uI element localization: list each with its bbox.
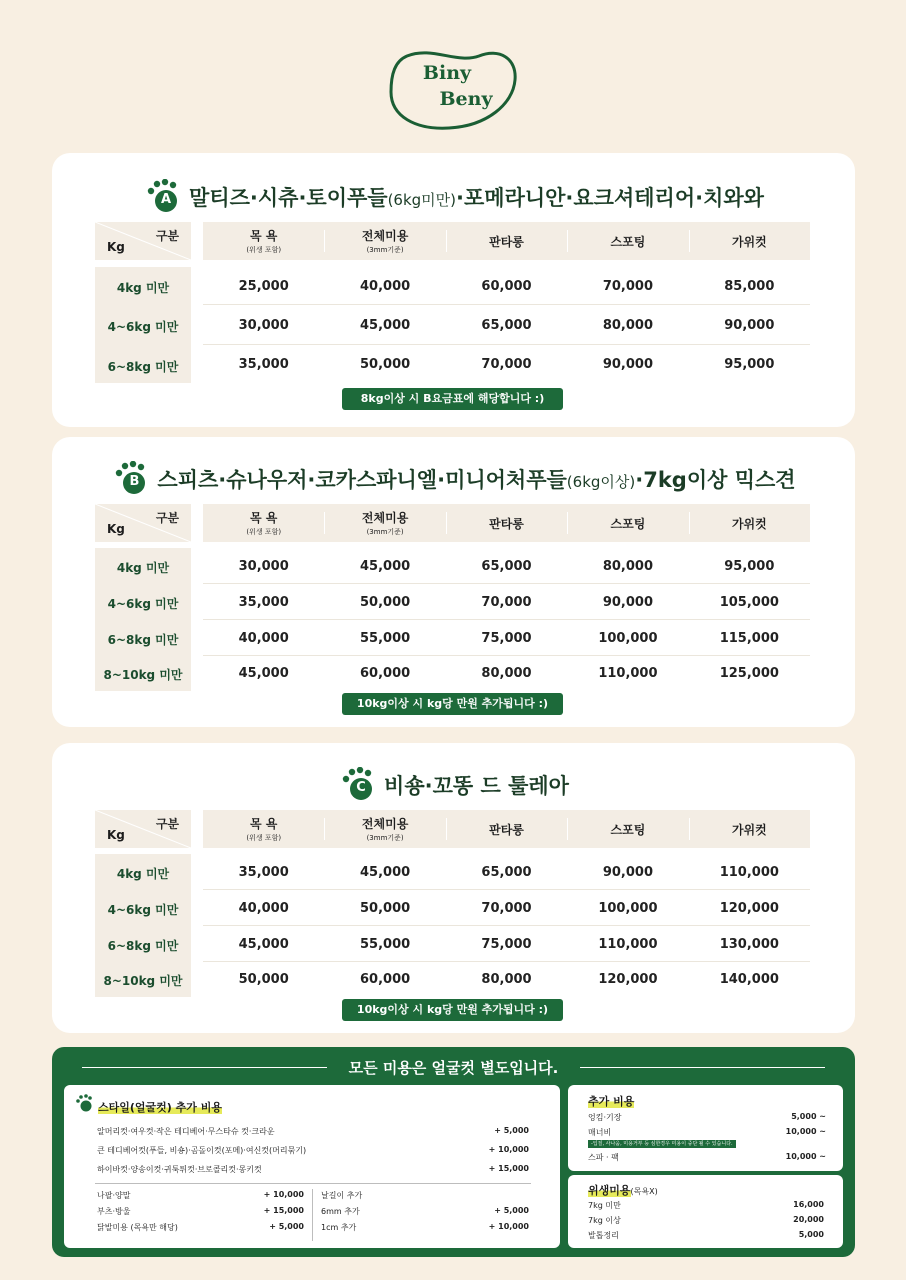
list-item: 하이바컷·양송이컷·귀툭튀컷·브로콜리컷·몽키컷 + 15,000 bbox=[97, 1164, 529, 1174]
header-gubun-kg: 구분 Kg bbox=[95, 504, 191, 542]
section-b-note: 10kg이상 시 kg당 만원 추가됩니다 :) bbox=[342, 693, 563, 715]
paw-badge-icon: B bbox=[111, 461, 151, 495]
header-sporting: 스포팅 bbox=[567, 222, 688, 260]
header-sporting: 스포팅 bbox=[567, 504, 688, 542]
header-scissor-cut: 가위컷 bbox=[689, 222, 810, 260]
list-item: 닭발미용 (목욕만 해당) + 5,000 bbox=[97, 1222, 304, 1232]
table-row: 40,000 55,000 75,000 100,000 115,000 bbox=[203, 620, 810, 656]
brand-logo bbox=[387, 46, 519, 132]
header-scissor-cut: 가위컷 bbox=[689, 504, 810, 542]
header-gubun-kg: 구분 Kg bbox=[95, 222, 191, 260]
section-c-card bbox=[52, 743, 855, 1033]
extra-cost-box bbox=[568, 1085, 843, 1171]
header-bath: 목 욕 (위생 포함) bbox=[246, 511, 282, 536]
section-b-card bbox=[52, 437, 855, 727]
paw-badge-icon: A bbox=[143, 179, 183, 213]
table-row: 35,000 45,000 65,000 90,000 110,000 bbox=[203, 854, 810, 890]
style-cost-title: 스타일(얼굴컷) 추가 비용 bbox=[98, 1101, 222, 1114]
header-sporting: 스포팅 bbox=[567, 810, 688, 848]
header-columns bbox=[203, 810, 810, 848]
header-pantalon: 판타롱 bbox=[446, 504, 567, 542]
header-bath: 목 욕 (위생 포함) bbox=[246, 817, 282, 842]
list-item: 나팔·양말 + 10,000 bbox=[97, 1190, 304, 1200]
extra-cost-title: 추가 비용 bbox=[588, 1095, 635, 1108]
section-a-note: 8kg이상 시 B요금표에 해당합니다 :) bbox=[342, 388, 563, 410]
warning-note: -입질, 사나움, 미용거부 등 심한경우 미용이 중단 될 수 있습니다. bbox=[588, 1140, 736, 1148]
section-b-title: B 스피츠·슈나우저·코카스파니엘·미니어처푸들(6kg이상)·7kg이상 믹스견 bbox=[52, 461, 855, 495]
section-a-title: A 말티즈·시츄·토이푸들(6kg미만)·포메라니안·요크셔테리어·치와와 bbox=[52, 179, 855, 213]
header-gubun-kg: 구분 Kg bbox=[95, 810, 191, 848]
table-row: 45,000 60,000 80,000 110,000 125,000 bbox=[238, 666, 779, 681]
header-full-grooming: 전체미용 (3mm기준) bbox=[324, 810, 445, 848]
table-row: 50,000 60,000 80,000 120,000 140,000 bbox=[238, 972, 779, 987]
brand-line-2: Beny bbox=[439, 88, 493, 110]
list-item: 발톱정리 5,000 bbox=[588, 1230, 824, 1240]
weight-column: 4kg 미만 4~6kg 미만 6~8kg 미만 8~10kg 미만 bbox=[95, 854, 191, 997]
table-row: 40,000 50,000 70,000 100,000 120,000 bbox=[203, 890, 810, 926]
header-columns bbox=[203, 222, 810, 260]
style-cost-box bbox=[64, 1085, 560, 1248]
header-columns bbox=[203, 504, 810, 542]
header-full-grooming: 전체미용 (3mm기준) bbox=[324, 504, 445, 542]
divider bbox=[95, 1183, 531, 1184]
divider-vertical bbox=[312, 1189, 313, 1241]
bottom-title: 모든 미용은 얼굴컷 별도입니다. bbox=[348, 1059, 559, 1077]
header-scissor-cut: 가위컷 bbox=[689, 810, 810, 848]
paw-icon bbox=[74, 1094, 94, 1112]
table-row: 30,000 45,000 65,000 80,000 90,000 bbox=[203, 305, 810, 345]
list-item: 매너비 10,000 ~ bbox=[588, 1127, 826, 1137]
list-item: 6mm 추가 + 5,000 bbox=[321, 1206, 529, 1216]
list-item: 7kg 미만 16,000 bbox=[588, 1200, 824, 1210]
list-item: 부츠·방울 + 15,000 bbox=[97, 1206, 304, 1216]
header-full-grooming: 전체미용 (3mm기준) bbox=[324, 222, 445, 260]
hygiene-title: 위생미용(목욕X) bbox=[588, 1184, 658, 1197]
brand-line-1: Biny bbox=[422, 62, 472, 84]
list-item: 7kg 이상 20,000 bbox=[588, 1215, 824, 1225]
list-item: 스파 · 팩 10,000 ~ bbox=[588, 1152, 826, 1162]
paw-badge-icon: C bbox=[338, 767, 378, 801]
section-a-card bbox=[52, 153, 855, 427]
list-item: 1cm 추가 + 10,000 bbox=[321, 1222, 529, 1232]
blade-title: 날길이 추가 bbox=[321, 1191, 363, 1200]
table-row: 30,000 45,000 65,000 80,000 95,000 bbox=[203, 548, 810, 584]
hygiene-box bbox=[568, 1175, 843, 1248]
table-row: 35,000 50,000 70,000 90,000 95,000 bbox=[238, 357, 775, 372]
bottom-panel bbox=[52, 1047, 855, 1257]
header-bath: 목 욕 (위생 포함) bbox=[246, 229, 282, 254]
list-item: 알머리컷·여우컷·작은 테디베어·무스타슈 컷·크라운 + 5,000 bbox=[97, 1126, 529, 1136]
weight-column: 4kg 미만 4~6kg 미만 6~8kg 미만 bbox=[95, 267, 191, 383]
table-row: 25,000 40,000 60,000 70,000 85,000 bbox=[203, 267, 810, 305]
header-pantalon: 판타롱 bbox=[446, 810, 567, 848]
table-row: 45,000 55,000 75,000 110,000 130,000 bbox=[203, 926, 810, 962]
section-c-title: C 비숑·꼬똥 드 툴레아 bbox=[52, 767, 855, 801]
weight-column: 4kg 미만 4~6kg 미만 6~8kg 미만 8~10kg 미만 bbox=[95, 548, 191, 691]
title-line-right bbox=[580, 1067, 825, 1068]
header-pantalon: 판타롱 bbox=[446, 222, 567, 260]
list-item: 엉킴·기장 5,000 ~ bbox=[588, 1112, 826, 1122]
table-row: 35,000 50,000 70,000 90,000 105,000 bbox=[203, 584, 810, 620]
section-c-note: 10kg이상 시 kg당 만원 추가됩니다 :) bbox=[342, 999, 563, 1021]
list-item: 큰 테디베어컷(푸들, 비숑)·곰돌이컷(포메)·여신컷(머리묶기) + 10,000 bbox=[97, 1145, 529, 1155]
